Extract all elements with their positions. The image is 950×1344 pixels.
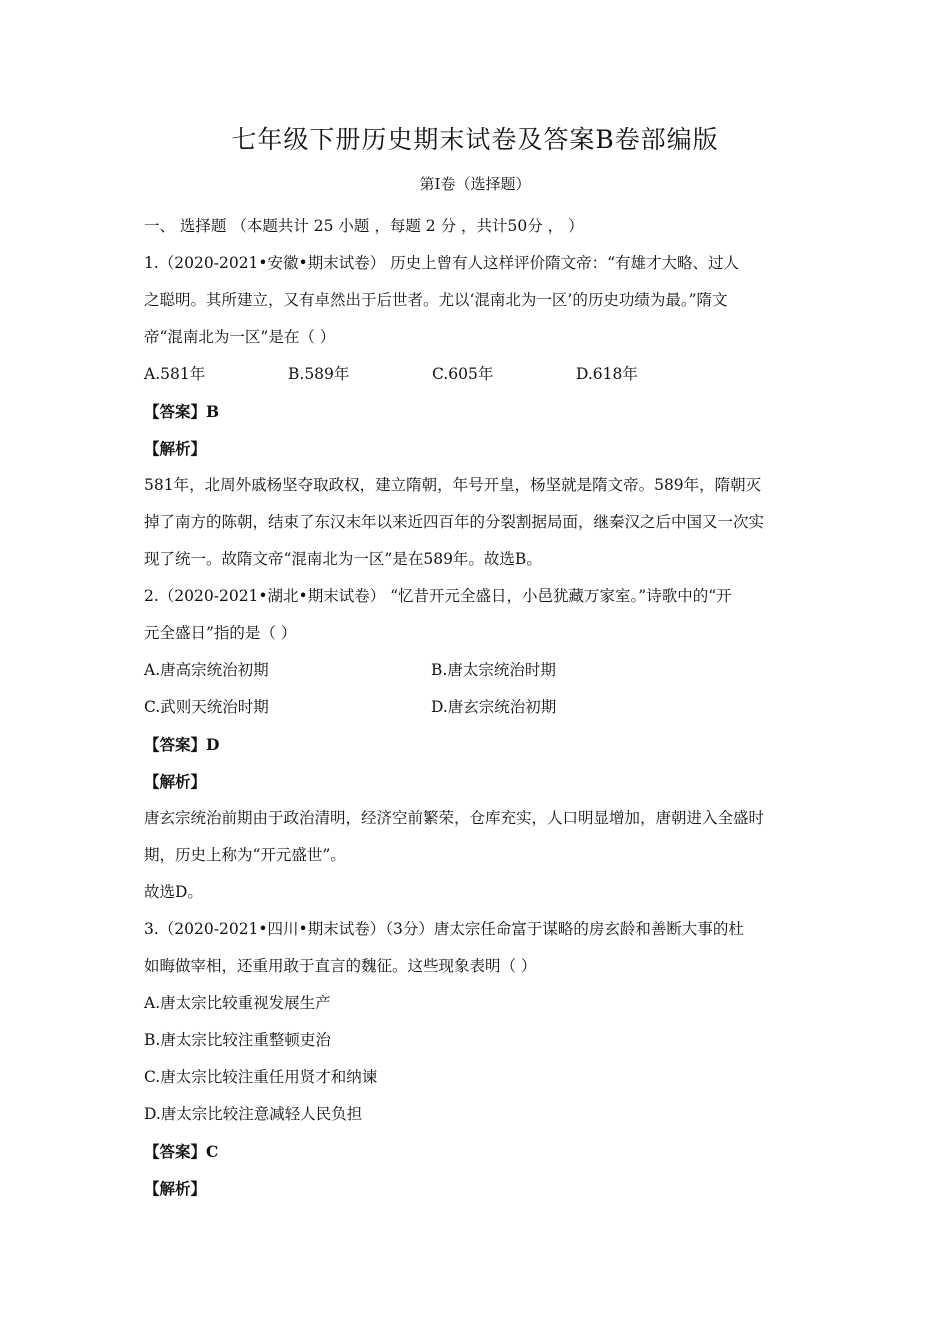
question-1-analysis-line-1: 581年，北周外戚杨坚夺取政权，建立隋朝，年号开皇，杨坚就是隋文帝。589年，隋朝灭 xyxy=(144,476,762,494)
question-1-analysis-label: 【解析】 xyxy=(144,439,207,458)
option-d: D.618年 xyxy=(576,365,638,383)
question-2-analysis-line-2: 期，历史上称为“开元盛世”。 xyxy=(144,846,346,864)
option-a: A.唐太宗比较重视发展生产 xyxy=(144,994,331,1012)
question-3-answer: 【答案】C xyxy=(144,1142,219,1161)
question-1-line-1: 1.（2020-2021•安徽•期末试卷） 历史上曾有人这样评价隋文帝：“有雄才大略、过人 xyxy=(144,254,740,272)
question-2-analysis-label: 【解析】 xyxy=(144,772,207,791)
question-3-line-1: 3.（2020-2021•四川•期末试卷）（3分）唐太宗任命富于谋略的房玄龄和善断大事的杜 xyxy=(144,920,744,938)
question-1-line-2: 之聪明。其所建立，又有卓然出于后世者。尤以‘混南北为一区’的历史功绩为最。”隋文 xyxy=(144,291,728,309)
question-1-line-3: 帝“混南北为一区”是在（ ） xyxy=(144,328,336,346)
question-2-options-row-1 xyxy=(144,652,810,689)
question-1-analysis-line-2: 掉了南方的陈朝，结束了东汉末年以来近四百年的分裂割据局面，继秦汉之后中国又一次实 xyxy=(144,513,765,531)
option-c: C.武则天统治时期 xyxy=(144,698,269,716)
question-2-options-row-2 xyxy=(144,689,810,726)
section-heading: 一、 选择题 （本题共计 25 小题 ，每题 2 分 ，共计50分 ， ） xyxy=(144,217,584,235)
question-3-line-2: 如晦做宰相，还重用敢于直言的魏征。这些现象表明（ ） xyxy=(144,957,537,975)
question-3-analysis-label: 【解析】 xyxy=(144,1179,207,1198)
option-d: D.唐玄宗统治初期 xyxy=(431,698,557,716)
option-d: D.唐太宗比较注意减轻人民负担 xyxy=(144,1105,363,1123)
question-2-line-1: 2.（2020-2021•湖北•期末试卷） “忆昔开元全盛日，小邑犹藏万家室。”诗歌中的“开 xyxy=(144,587,732,605)
document-body xyxy=(144,208,810,1207)
option-c: C.唐太宗比较注重任用贤才和纳谏 xyxy=(144,1068,378,1086)
question-1-options xyxy=(144,356,810,393)
option-a: A.唐高宗统治初期 xyxy=(144,661,269,679)
option-a: A.581年 xyxy=(144,365,206,383)
question-2-analysis-line-3: 故选D。 xyxy=(144,883,203,901)
option-c: C.605年 xyxy=(432,365,494,383)
option-b: B.589年 xyxy=(288,365,350,383)
question-2-line-2: 元全盛日”指的是（ ） xyxy=(144,624,297,642)
question-1-analysis-line-3: 现了统一。故隋文帝“混南北为一区”是在589年。故选B。 xyxy=(144,550,542,568)
question-2-answer: 【答案】D xyxy=(144,735,220,754)
section-subtitle: 第I卷（选择题） xyxy=(419,175,531,193)
question-1-answer: 【答案】B xyxy=(144,402,220,421)
option-b: B.唐太宗统治时期 xyxy=(431,661,556,679)
page-title: 七年级下册历史期末试卷及答案B卷部编版 xyxy=(231,125,719,154)
option-b: B.唐太宗比较注重整顿吏治 xyxy=(144,1031,331,1049)
question-2-analysis-line-1: 唐玄宗统治前期由于政治清明，经济空前繁荣，仓库充实，人口明显增加，唐朝进入全盛时 xyxy=(144,809,765,827)
